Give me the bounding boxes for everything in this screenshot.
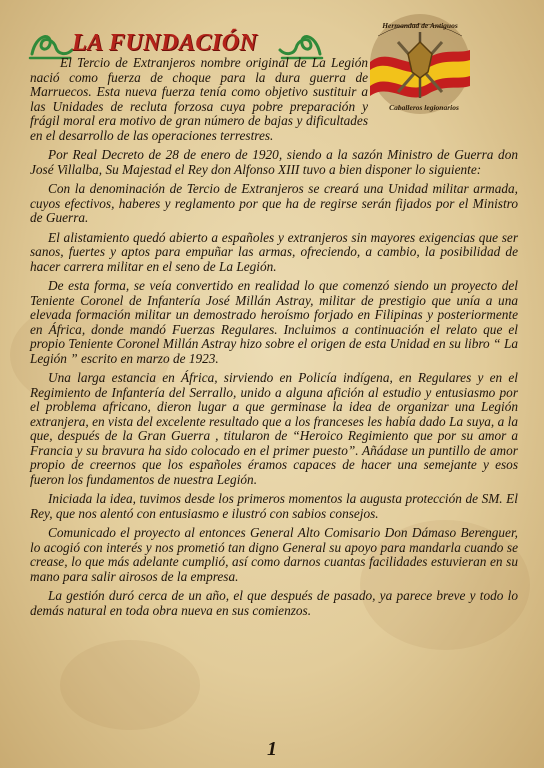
page-title: LA FUNDACIÓN [72, 30, 258, 56]
paragraph: Comunicado el proyecto al entonces General Alto Comisario Don Dámaso Berenguer, lo acogió con interés y nos prometió tan digno General su apoyo para mandarla cuando se crease, lo que más adelante cumplió, así como darnos cuantas facilidades estuvieran en su mano para salir airosos de la empresa. [30, 525, 518, 584]
paragraph: De esta forma, se veía convertido en realidad lo que comenzó siendo un proyecto del Teniente Coronel de Infantería José Millán Astray, militar de prestigio que unía a una elevada formación militar un demostrado heroísmo forjado en Filipinas y posteriormente en África, donde mandó Fuerzas Regulares. Incluimos a continuación el relato que el propio Teniente Coronel Millán Astray hizo sobre el origen de esta Unidad en su libro “ La Legión ” escrito en marzo de 1923. [30, 278, 518, 366]
page-number: 1 [267, 738, 277, 760]
paragraph: El alistamiento quedó abierto a españoles y extranjeros sin mayores exigencias que ser sanos, fuertes y aptos para empuñar las armas, ofreciendo, a cambio, la posibilidad de hacer carrera militar en el seno de La Legión. [30, 229, 518, 274]
paragraph: El Tercio de Extranjeros nombre original de La Legión nació como fuerza de choque para la dura guerra de Marruecos. Esta nueva fuerza tenía como objetivo sustituir a las Unidades de recluta forzosa cuya pobre preparación y frágil moral era motivo de gran número de bajas y dificultades en el desarrollo de las operaciones terrestres. [30, 55, 368, 143]
paper-stain [60, 640, 200, 730]
paragraph: Con la denominación de Tercio de Extranjeros se creará una Unidad militar armada, cuyos efectivos, haberes y reglamento por que ha de regirse serán fijados por el Ministro de Guerra. [30, 181, 518, 225]
paragraph: Iniciada la idea, tuvimos desde los primeros momentos la augusta protección de SM. El Rey, que nos alentó con entusiasmo e ilustró con sabios consejos. [30, 491, 518, 521]
paragraph: La gestión duró cerca de un año, el que después de pasado, ya parece breve y todo lo demás natural en toda obra nueva en sus comienzos. [30, 588, 518, 618]
emblem-wrap-spacer [368, 56, 518, 120]
paragraph: Por Real Decreto de 28 de enero de 1920, siendo a la sazón Ministro de Guerra don José Villalba, Su Majestad el Rey don Alfonso XIII tuvo a bien disponer lo siguiente: [30, 147, 518, 177]
paragraph: Una larga estancia en África, sirviendo en Policía indígena, en Regulares y en el Regimiento de Infantería del Serrallo, unido a alguna afición al estudio y entusiasmo por el problema africano, dieron lugar a que germinase la idea de organizar una Legión extranjera, en vista del excelente resultado que a los franceses les había dado La suya, a la que, después de la Gran Guerra , titularon de “Heroico Regimiento que por su amor a Francia y su bravura ha sido colocado en el primer puesto”. Añádase un puntillo de amor propio de creernos que los españoles éramos capaces de hacer una semejante y esos fueron los fundamentos de nuestra Legión. [30, 370, 518, 487]
body-text [30, 56, 518, 623]
emblem-bottom-text: Caballeros legionarios [389, 103, 459, 112]
emblem-top-text: Hermandad de Antiguos [382, 21, 458, 30]
